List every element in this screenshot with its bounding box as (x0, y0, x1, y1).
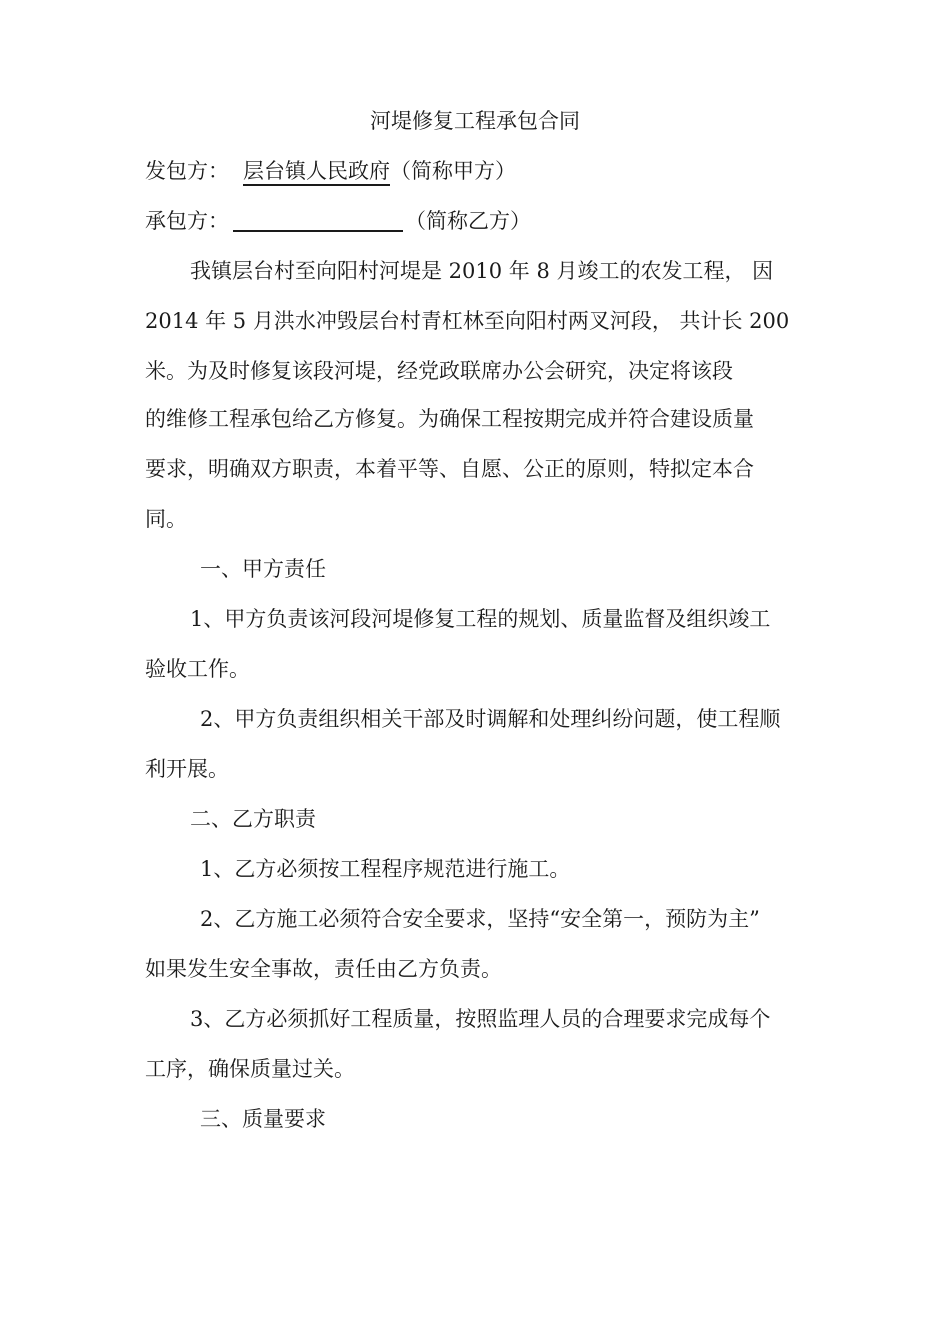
intro-line: 我镇层台村至向阳村河堤是 2010 年 8 月竣工的农发工程， 因 (190, 259, 774, 283)
party-a-line (145, 158, 516, 184)
section-heading: 一、甲方责任 (200, 557, 326, 581)
intro-line: 2014 年 5 月洪水冲毁层台村青杠林至向阳村两叉河段， 共计长 200 (145, 309, 790, 333)
document-title: 河堤修复工程承包合同 (370, 109, 580, 133)
party-a-label: 发包方： (145, 159, 229, 183)
intro-line: 要求，明确双方职责，本着平等、自愿、公正的原则，特拟定本合 (145, 457, 754, 481)
intro-line: 同。 (145, 507, 187, 531)
intro-line: 的维修工程承包给乙方修复。为确保工程按期完成并符合建设质量 (145, 407, 754, 431)
party-b-suffix: （简称乙方） (405, 209, 531, 233)
clause-line: 1、甲方负责该河段河堤修复工程的规划、质量监督及组织竣工 (190, 607, 771, 631)
clause-line: 1、乙方必须按工程程序规范进行施工。 (200, 857, 571, 881)
party-b-blank-field (233, 208, 403, 232)
clause-line: 2、乙方施工必须符合安全要求，坚持“安全第一，预防为主” (200, 907, 760, 931)
clause-line: 利开展。 (145, 757, 229, 781)
party-a-name: 层台镇人民政府 (243, 159, 390, 183)
clause-line: 验收工作。 (145, 657, 250, 681)
clause-line: 2、甲方负责组织相关干部及时调解和处理纠纷问题，使工程顺 (200, 707, 781, 731)
party-b-label: 承包方： (145, 209, 229, 233)
clause-line: 3、乙方必须抓好工程质量，按照监理人员的合理要求完成每个 (190, 1007, 771, 1031)
clause-line: 工序，确保质量过关。 (145, 1057, 355, 1081)
party-b-line (145, 208, 531, 234)
section-heading: 二、乙方职责 (190, 807, 316, 831)
section-heading: 三、质量要求 (200, 1107, 326, 1131)
party-a-suffix: （简称甲方） (390, 159, 516, 183)
clause-line: 如果发生安全事故，责任由乙方负责。 (145, 957, 502, 981)
intro-line: 米。为及时修复该段河堤，经党政联席办公会研究，决定将该段 (145, 359, 733, 383)
